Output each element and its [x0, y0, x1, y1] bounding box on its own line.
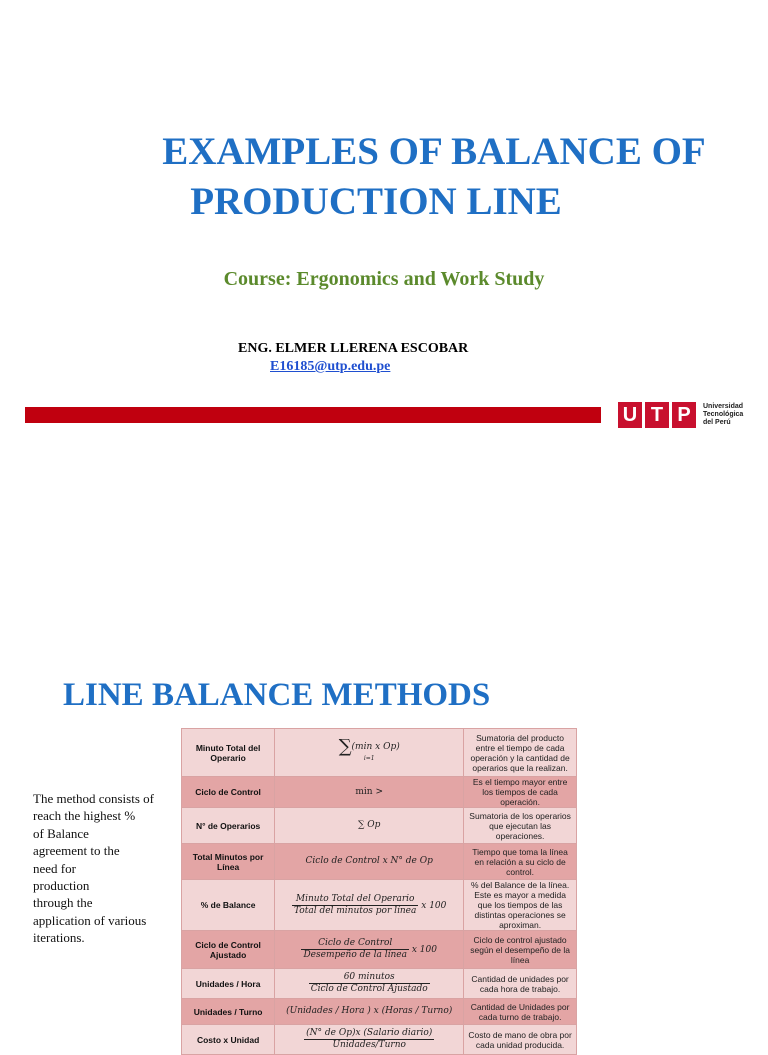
row-info: Cantidad de unidades por cada hora de trabajo. [464, 969, 577, 999]
logo-letter-t: T [645, 402, 669, 428]
author-email-link[interactable]: E16185@utp.edu.pe [270, 359, 391, 374]
fraction [304, 1028, 434, 1051]
row-formula: min > [275, 777, 464, 808]
row-name: N° de Operarios [182, 808, 275, 844]
table-row [182, 808, 577, 844]
logo-letter-u: U [618, 402, 642, 428]
row-formula [275, 1025, 464, 1055]
methods-slide [0, 576, 768, 1050]
description-line: through the [33, 895, 93, 911]
fraction-numerator: 60 minutos [309, 972, 430, 984]
slide-title-line1: EXAMPLES OF BALANCE OF [162, 130, 706, 173]
methods-title: LINE BALANCE METHODS [63, 677, 491, 713]
row-info: Sumatoria de los operarios que ejecutan las operaciones. [464, 808, 577, 844]
logo-university-name [703, 403, 753, 427]
fraction-numerator: Ciclo de Control [301, 938, 408, 950]
row-name: Ciclo de Control Ajustado [182, 931, 275, 969]
utp-logo [618, 401, 753, 429]
row-name: Ciclo de Control [182, 777, 275, 808]
row-name: Unidades / Hora [182, 969, 275, 999]
logo-text-line2: Tecnológica [703, 411, 744, 418]
sigma-symbol: ∑ [338, 736, 352, 757]
logo-text-line1: Universidad [703, 403, 744, 410]
table-row [182, 931, 577, 969]
row-formula: (Unidades / Hora ) x (Horas / Turno) [275, 999, 464, 1025]
fraction-denominator: Desempeño de la línea [303, 950, 407, 960]
formula-suffix: x 100 [411, 945, 437, 955]
logo-letter-p: P [672, 402, 696, 428]
table-row [182, 999, 577, 1025]
table-row [182, 880, 577, 931]
row-formula [275, 729, 464, 777]
table-row [182, 844, 577, 880]
formula-subscript: i=1 [363, 755, 375, 762]
fraction [292, 894, 418, 917]
description-line: application of various [33, 912, 147, 928]
formula-body: (min x Op) [351, 742, 400, 752]
row-formula [275, 931, 464, 969]
fraction [301, 938, 408, 961]
description-line: production [33, 878, 90, 894]
fraction-denominator: Unidades/Turno [332, 1040, 406, 1050]
row-name: % de Balance [182, 880, 275, 931]
description-line: reach the highest % [33, 808, 136, 824]
row-info: % del Balance de la línea. Este es mayor a medida que los tiempos de las distintas operaciones se aproximan. [464, 880, 577, 931]
row-info: Sumatoria del producto entre el tiempo de cada operación y la cantidad de operarios que la realizan. [464, 729, 577, 777]
description-line: iterations. [33, 930, 85, 946]
row-formula [275, 880, 464, 931]
course-subtitle: Course: Ergonomics and Work Study [223, 268, 545, 290]
row-info: Tiempo que toma la línea en relación a su ciclo de control. [464, 844, 577, 880]
formula-suffix: x 100 [421, 900, 447, 911]
logo-text-line3: del Perú [703, 419, 731, 426]
row-info: Costo de mano de obra por cada unidad producida. [464, 1025, 577, 1055]
row-name: Minuto Total del Operario [182, 729, 275, 777]
row-formula [275, 969, 464, 999]
row-formula: Ciclo de Control x N° de Op [275, 844, 464, 880]
method-description [33, 790, 173, 947]
row-info: Ciclo de control ajustado según el desempeño de la línea [464, 931, 577, 969]
table-row [182, 777, 577, 808]
author-name: ENG. ELMER LLERENA ESCOBAR [238, 341, 469, 356]
row-name: Costo x Unidad [182, 1025, 275, 1055]
row-info: Cantidad de Unidades por cada turno de trabajo. [464, 999, 577, 1025]
slide-title-line2: PRODUCTION LINE [190, 180, 562, 223]
row-info: Es el tiempo mayor entre los tiempos de cada operación. [464, 777, 577, 808]
fraction [309, 972, 430, 995]
table-row [182, 729, 577, 777]
description-line: The method consists of [33, 791, 154, 806]
line-balance-table [181, 728, 577, 1055]
fraction-denominator: Total del minutos por línea [294, 905, 417, 916]
row-formula: ∑ Op [275, 808, 464, 844]
fraction-numerator: Minuto Total del Operario [292, 894, 418, 906]
description-line: of Balance [33, 825, 89, 841]
fraction-denominator: Ciclo de Control Ajustado [310, 984, 428, 994]
description-line: agreement to the [33, 843, 120, 859]
red-divider-bar [25, 407, 601, 423]
table-row [182, 969, 577, 999]
row-name: Unidades / Turno [182, 999, 275, 1025]
row-name: Total Minutos por Línea [182, 844, 275, 880]
description-line: need for [33, 860, 76, 876]
table-row [182, 1025, 577, 1055]
fraction-numerator: (N° de Op)x (Salario diario) [306, 1028, 433, 1038]
